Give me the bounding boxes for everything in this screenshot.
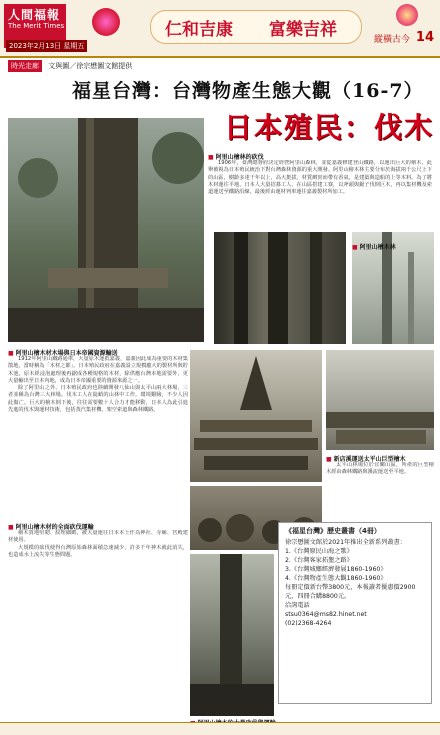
byline-credit: 文與圖／徐宗懋圖文館提供 <box>48 62 133 70</box>
article-text-3 <box>8 356 188 516</box>
ad-price: 每冊定價新台幣3800元，本報讀者優惠價2900元，四冊合購8800元。 <box>285 584 416 600</box>
caption-taipingshan: ■ 新店溪運送太平山巨型檜木 <box>326 454 406 463</box>
ad-book-2: 2.《台灣客家拓墾之路》 <box>285 557 353 564</box>
paragraph-4: 除了阿里山之外，日本殖民政府也陸續開發八仙山與太平山兩大林場，三者並稱為台灣三大林場。伐木工人在陡峭的山林中工作，環境艱險，不少人因此傷亡。巨大的檜木倒下後，往往需要數十人合力才能移動，日本人為此引進先進的伐木與運材技術，包括蒸汽集材機、架空索道與森林鐵路。 <box>8 385 188 414</box>
photo-taipingshan-logs <box>326 350 434 450</box>
paragraph-5: 大規模的砍伐使得台灣原始森林面積急速減少，許多千年神木就此消失，也造成水土流失等生態問題。 <box>8 544 188 558</box>
ad-email[interactable]: stsu0364@ms82.hinet.net <box>285 611 367 618</box>
article-text-1 <box>208 160 432 228</box>
plum-blossom-decoration <box>92 8 120 36</box>
photo-forest-trunks <box>214 232 346 344</box>
sub-title: 日本殖民：伐木 <box>224 111 435 144</box>
paragraph-1: 1906年，臺灣總督府決定經營阿里山森林，並從嘉義修建登山鐵路，以運出巨大的檜木，此舉被視為日本殖民統治下對台灣森林資源的重大開發。阿里山檜木林主要分布於海拔兩千公尺上下的山區，樹齡多達千年以上，高大挺拔，材質緻密而帶有香氣，是建築與造船的上等木料。為了將木材運往平地，日本人大量招募工人，在山區搭建工寮，以斧頭與鋸子伐倒巨木，再以集材機及索道運送至鐵路沿線，最後經由運材列車運往嘉義製材所加工。 <box>208 160 432 196</box>
ad-phone: (02)2368-4264 <box>285 620 332 627</box>
caption-cypress-felling: ■ 阿里山檜林的砍伐 <box>208 152 264 161</box>
book-advertisement <box>278 522 432 704</box>
page-header <box>0 0 440 58</box>
byline <box>8 60 132 72</box>
column-tag: 時光走廊 <box>8 60 42 72</box>
page-footer <box>0 722 440 735</box>
ad-book-1: 1.《台灣原民山海之歌》 <box>285 548 353 555</box>
photo-illustration-4 <box>190 350 322 482</box>
caption-cypress-forest: ■ 阿里山檜木林 <box>352 242 396 251</box>
paragraph-2: 檜木質地堅韌、紋理細緻，被大量運往日本本土作為神社、寺廟、宮殿建材使用。 <box>8 530 188 544</box>
blessing-right: 富樂吉祥 <box>269 20 337 40</box>
ad-contact-label: 洽詢電話 <box>285 602 310 609</box>
ad-book-4: 4.《台灣物產生態大觀1860-1960》 <box>285 575 387 582</box>
blessing-left: 仁和吉康 <box>165 20 233 40</box>
masthead-title: 人間福報 <box>8 8 61 22</box>
caption-full-felling: ■ 阿里山檜木材的全面砍伐運輸 <box>8 522 94 531</box>
ad-book-3: 3.《台灣城鄉經濟發展1860-1960》 <box>285 566 387 573</box>
main-title: 福星台灣：台灣物產生態大觀（16-7） <box>72 80 424 102</box>
ad-heading: 《福星台灣》歷史叢書（4冊） <box>285 527 381 535</box>
article-text-6 <box>326 462 434 518</box>
masthead-english: The Merit Times <box>8 22 65 30</box>
photo-lumber-yard <box>190 350 322 482</box>
ad-intro: 徐宗懋圖文館於2021年推出全新系列叢書： <box>285 539 406 546</box>
paragraph-6: 太平山林場位於宜蘭山區，所產的巨型檜木經由森林鐵路與溪流運送至平地。 <box>326 462 434 476</box>
photo-illustration <box>8 118 204 342</box>
photo-felling-transport <box>190 554 274 716</box>
article-text-2 <box>8 530 188 716</box>
dateline: 2023年2月13日 星期五 <box>6 40 87 52</box>
section-name: 縱橫古今 <box>373 35 410 45</box>
plum-blossom-decoration-2 <box>396 4 418 26</box>
paragraph-3: 1912年阿里山鐵路通車，大量原木運抵嘉義，嘉義因此成為重要的木材集散地，當時稱為「木材之都」。日本殖民政府在嘉義設立規模龐大的製材所與貯木池，原木經浸泡處理後再鋸成各種規格的木材，除供應台灣本地需要外，更大量輸出至日本內地，成為日本帝國重要的資源來源之一。 <box>8 356 188 384</box>
photo-illustration-5 <box>326 350 434 450</box>
page-number: 14 <box>415 30 434 45</box>
blessing-banner <box>150 10 362 44</box>
photo-giant-cypress-stump <box>8 118 204 342</box>
photo-illustration-2 <box>214 232 346 344</box>
photo-illustration-7 <box>190 554 274 716</box>
caption-lumber-yard: ■ 阿里山檜木材木場與日本帝國資源輸送 <box>8 348 118 357</box>
